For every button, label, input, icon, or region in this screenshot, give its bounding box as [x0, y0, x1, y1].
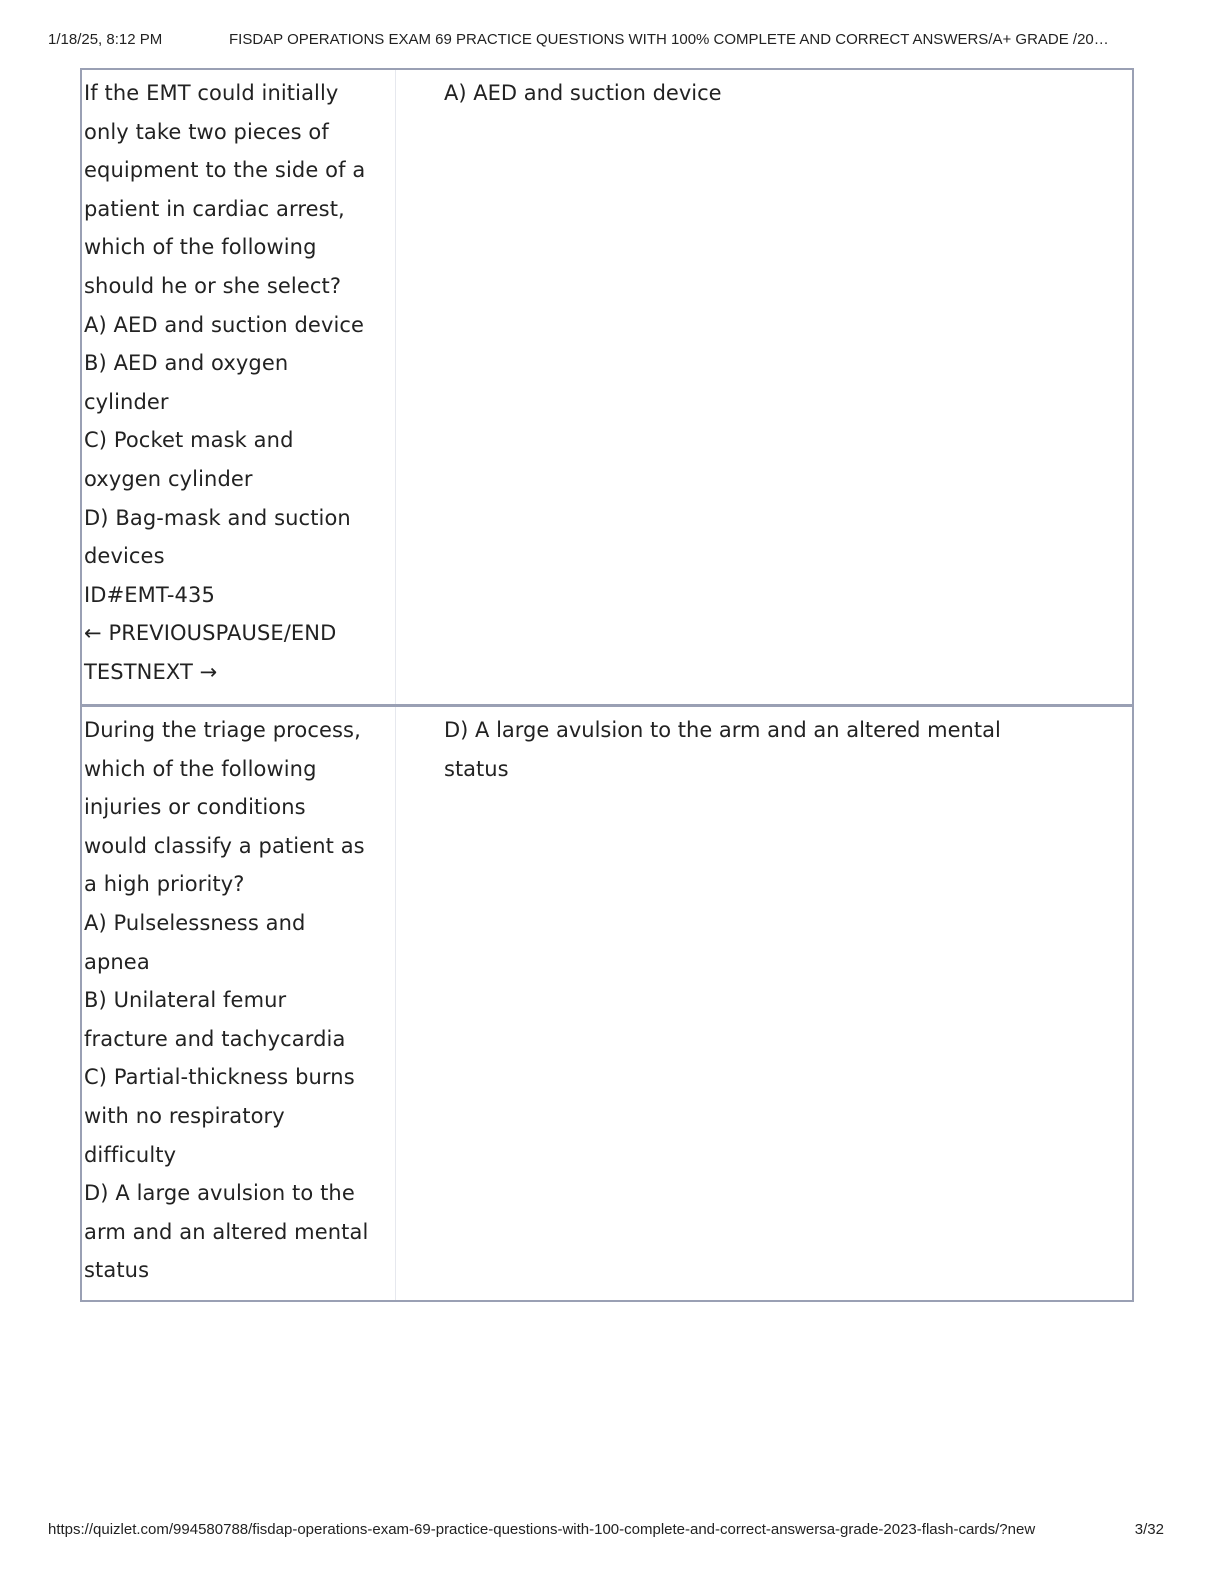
page-title: FISDAP OPERATIONS EXAM 69 PRACTICE QUESTIONS WITH 100% COMPLETE AND CORRECT ANSWERS/A+ GRADE /20… [229, 31, 1109, 48]
flashcard-table [80, 68, 1134, 1302]
print-header [48, 31, 1176, 51]
print-date: 1/18/25, 8:12 PM [48, 31, 163, 48]
flashcard-definition: D) A large avulsion to the arm and an altered mental status [444, 718, 1001, 781]
flashcard-row [82, 70, 1132, 704]
page-url: https://quizlet.com/994580788/fisdap-operations-exam-69-practice-questions-with-100-complete-and-correct-answersa-grade-2023-flash-cards/?new [48, 1521, 1036, 1538]
flashcard-definition: A) AED and suction device [444, 81, 722, 105]
page-number: 3/32 [1134, 1521, 1164, 1538]
flashcard-term: During the triage process, which of the following injuries or conditions would classify a patient as a high priority? A) Pulselessness and apnea B) Unilateral femur fracture and tachycardia C) Partial-thickness burns with no respiratory difficulty D) A large avulsion to the arm and an altered mental status [82, 707, 396, 1300]
flashcard-term: If the EMT could initially only take two pieces of equipment to the side of a patient in cardiac arrest, which of the following should he or she select? A) AED and suction device B) AED and oxygen cylinder C) Pocket mask and oxygen cylinder D) Bag-mask and suction devices ID#EMT-435 ← PREVIOUSPAUSE/END TESTNEXT → [82, 70, 396, 704]
flashcard-row [82, 704, 1132, 1300]
print-footer [48, 1521, 1176, 1541]
